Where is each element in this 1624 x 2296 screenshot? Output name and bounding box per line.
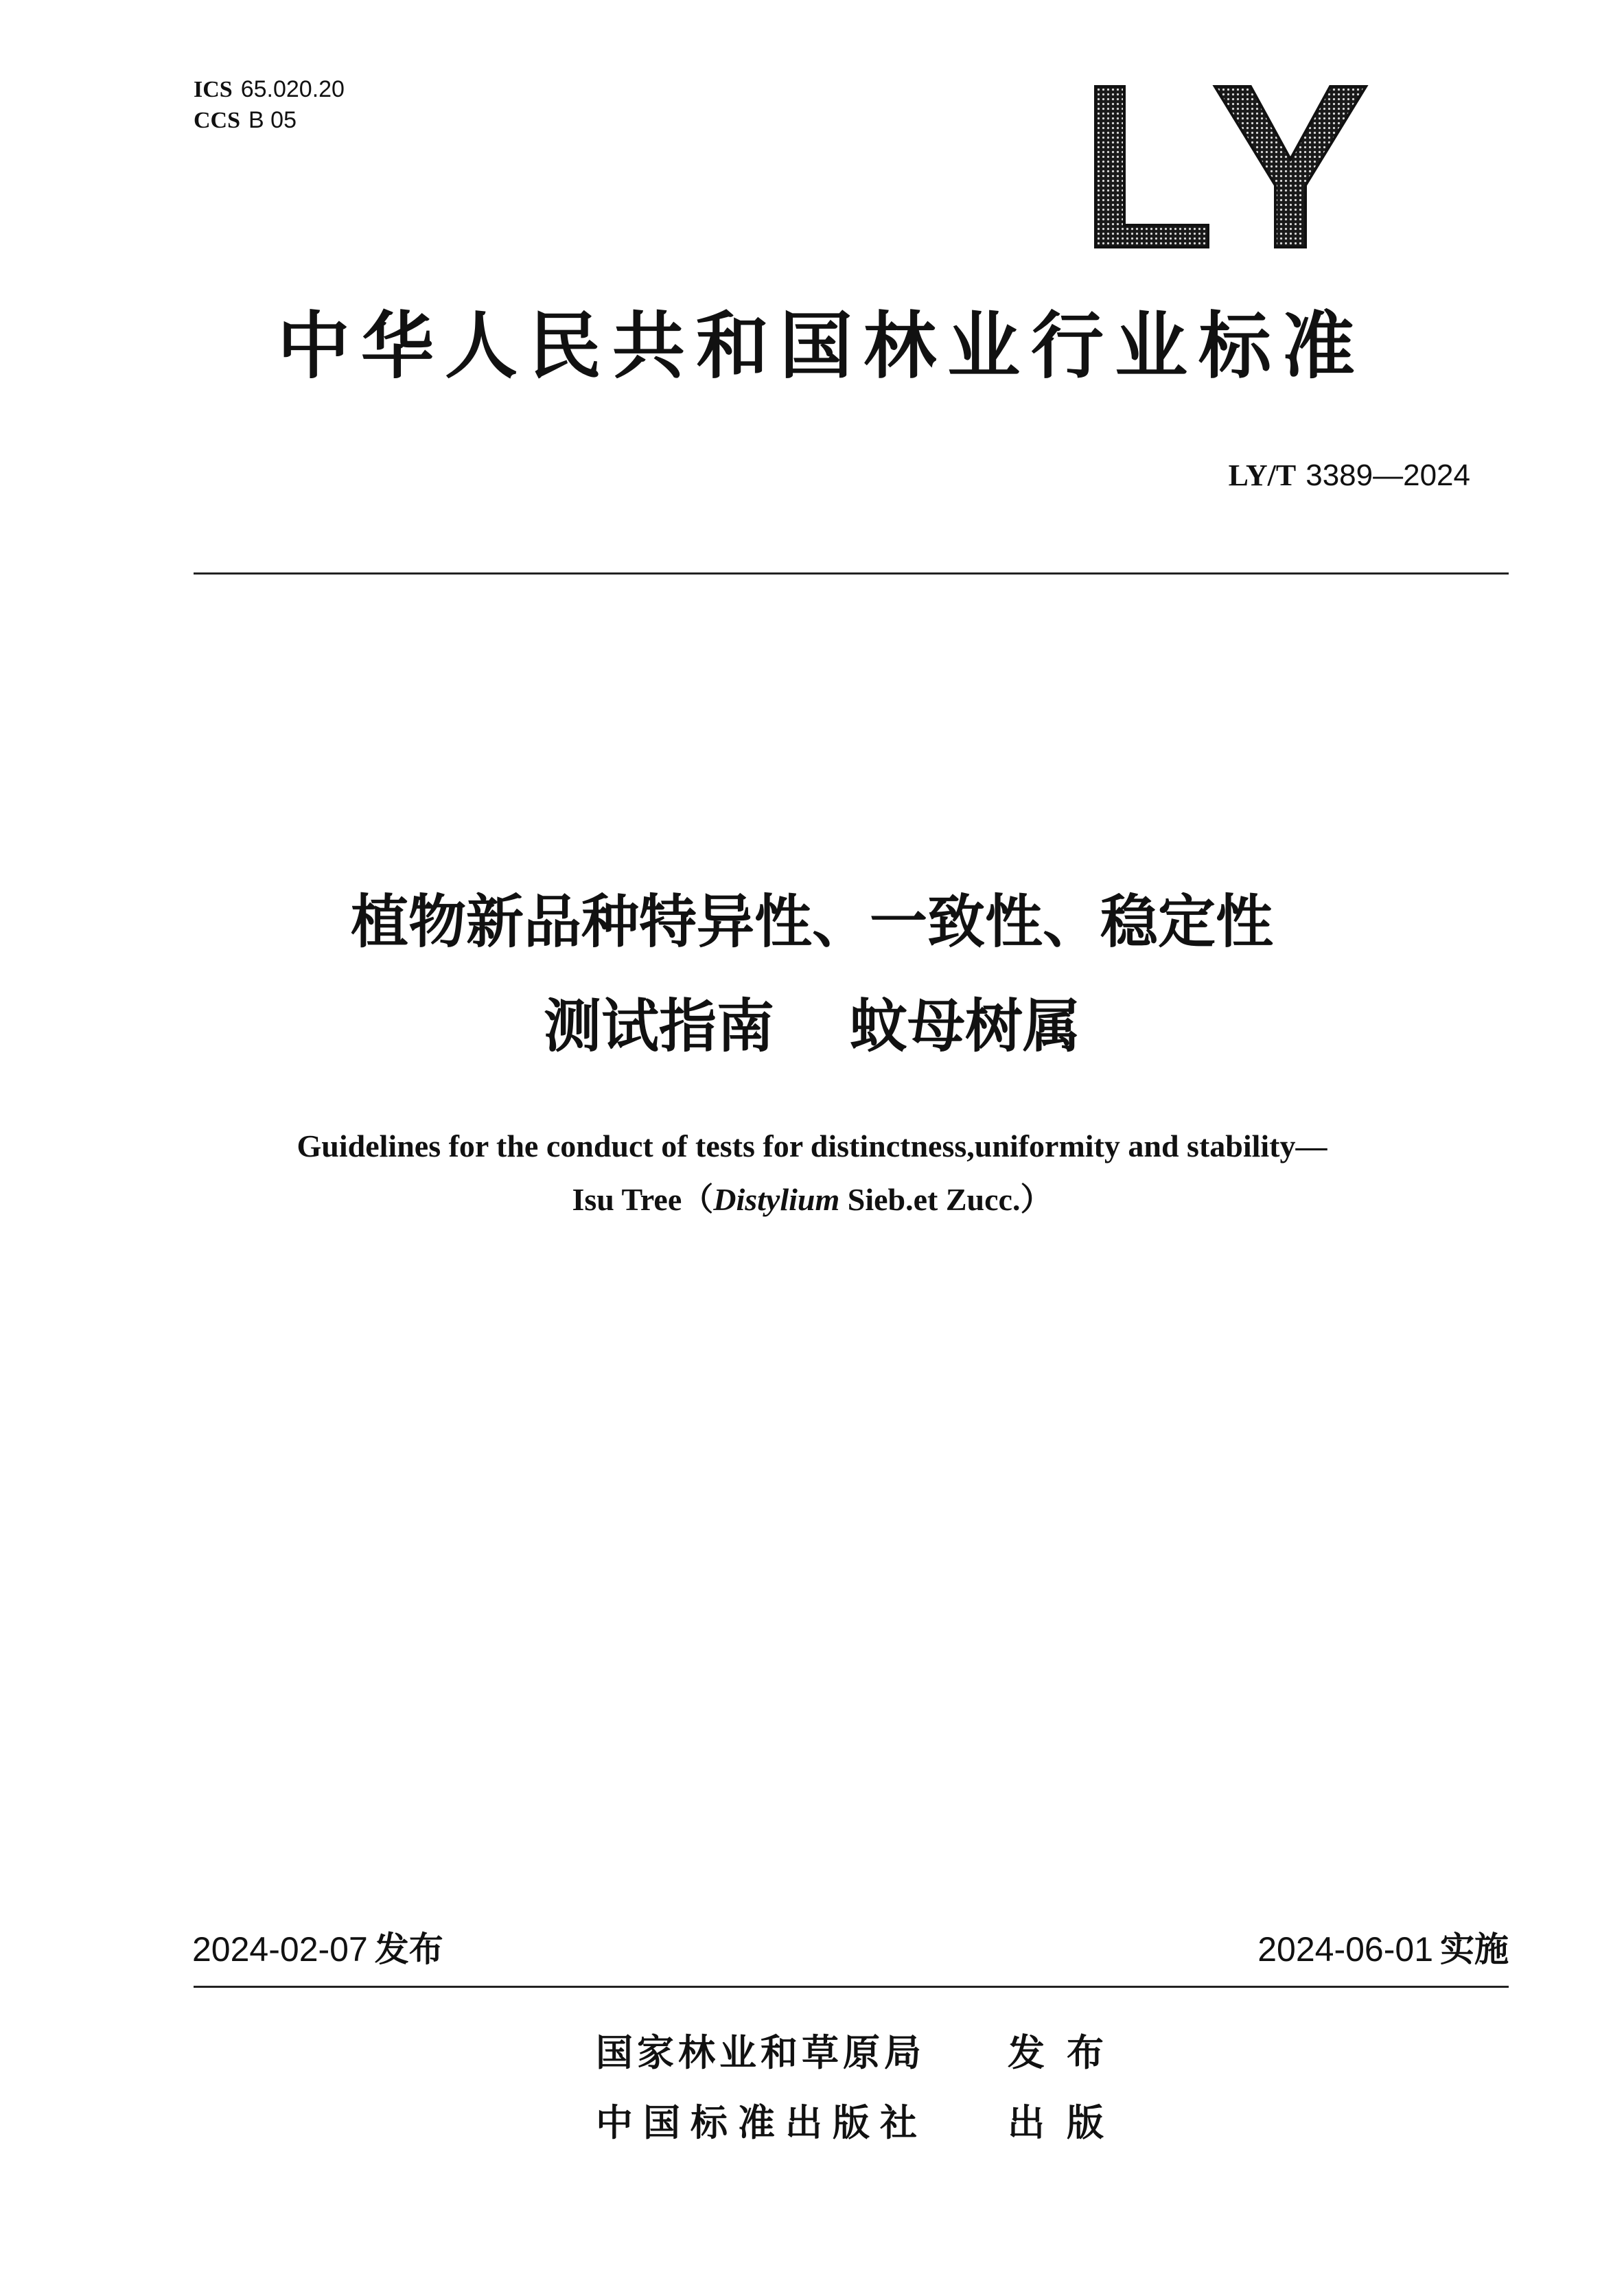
publish-date-value: 2024-02-07 <box>192 1930 368 1969</box>
en-title-line-2 <box>0 1179 1624 1220</box>
publish-date-label: 发布 <box>374 1929 443 1969</box>
top-divider <box>194 572 1509 575</box>
en-title-genus: Distylium <box>713 1182 840 1217</box>
ics-label: ICS <box>194 77 233 102</box>
standard-category-title: 中华人民共和国林业行业标准 <box>277 304 1366 389</box>
ly-logo <box>1091 82 1380 254</box>
ccs-label: CCS <box>194 108 241 133</box>
cn-title-line-1: 植物新品种特异性、一致性、稳定性 <box>350 888 1273 955</box>
issuer-name: 国家林业和草原局 <box>596 2031 925 2074</box>
press-name: 中国标准出版社 <box>596 2101 927 2144</box>
en-title-line-1: Guidelines for the conduct of tests for distinctness,uniformity and stability— <box>297 1128 1327 1163</box>
en-title-authority: Sieb.et Zucc.） <box>839 1182 1052 1217</box>
cn-title-line-2-part-1: 测试指南 <box>543 993 774 1060</box>
standard-number-prefix: LY/T <box>1228 459 1297 492</box>
ccs-code <box>194 105 345 136</box>
cn-title-line-2 <box>0 988 1624 1064</box>
publisher-row-issuer <box>596 2029 1126 2077</box>
effective-date-value: 2024-06-01 <box>1257 1930 1433 1969</box>
ly-logo-graphic <box>1091 82 1380 254</box>
issuer-role: 发布 <box>1008 2031 1126 2074</box>
en-title-common-name: Isu Tree（ <box>572 1182 714 1217</box>
classification-codes <box>194 74 345 136</box>
standard-number <box>1229 456 1470 495</box>
effective-date <box>1257 1927 1509 1971</box>
standard-number-value: 3389—2024 <box>1306 459 1470 492</box>
bottom-divider <box>194 1986 1509 1988</box>
publisher-row-press <box>596 2099 1126 2147</box>
effective-date-label: 实施 <box>1440 1929 1509 1969</box>
ics-code <box>194 74 345 105</box>
publish-date <box>192 1927 443 1971</box>
press-role: 出版 <box>1008 2101 1126 2144</box>
ccs-value: B 05 <box>248 107 297 133</box>
cn-title-line-2-part-2: 蚊母树属 <box>850 993 1081 1060</box>
ics-value: 65.020.20 <box>240 76 345 102</box>
